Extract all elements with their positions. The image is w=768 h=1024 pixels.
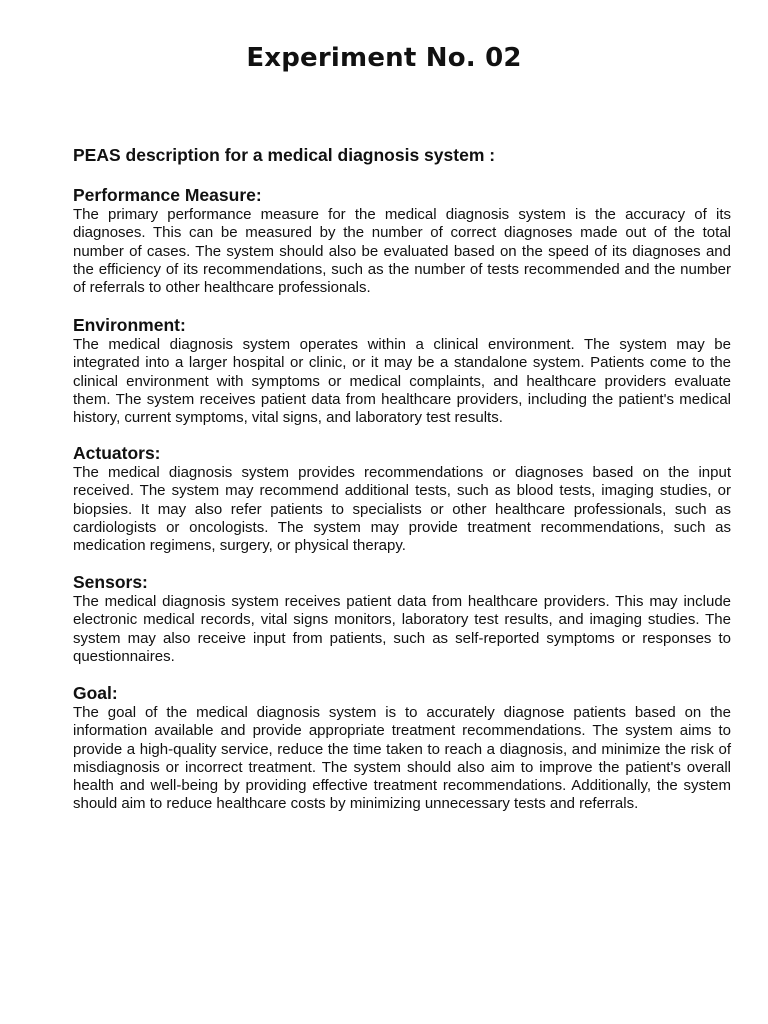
section-heading-performance-measure: Performance Measure:	[73, 185, 262, 205]
section-body-sensors: The medical diagnosis system receives patient data from healthcare providers. This may include electronic medical records, vital signs monitors, laboratory test results, and imaging studies. The system may also receive input from patients, such as self-reported symptoms or responses to questionnaires.	[73, 593, 731, 665]
section-heading-environment: Environment:	[73, 315, 186, 335]
section-heading-actuators: Actuators:	[73, 443, 161, 463]
section-heading-sensors: Sensors:	[73, 572, 148, 592]
section-body-performance-measure: The primary performance measure for the medical diagnosis system is the accuracy of its diagnoses. This can be measured by the number of correct diagnoses made out of the total number of cases. The system should also be evaluated based on the speed of its diagnoses and the efficiency of its recommendations, such as the number of tests recommended and the number of referrals to other healthcare professionals.	[73, 206, 731, 297]
section-body-environment: The medical diagnosis system operates within a clinical environment. The system may be integrated into a larger hospital or clinic, or it may be a standalone system. Patients come to the clinical environment with symptoms or medical complaints, and healthcare providers evaluate them. The system receives patient data from healthcare providers, including the patient's medical history, current symptoms, vital signs, and laboratory test results.	[73, 336, 731, 427]
document-subtitle: PEAS description for a medical diagnosis system :	[73, 145, 496, 165]
section-environment	[73, 314, 731, 427]
section-heading-goal: Goal:	[73, 683, 118, 703]
section-body-actuators: The medical diagnosis system provides recommendations or diagnoses based on the input received. The system may recommend additional tests, such as blood tests, imaging studies, or biopsies. It may also refer patients to specialists or other healthcare professionals, such as cardiologists or oncologists. The system may provide treatment recommendations, such as medication regimens, surgery, or physical therapy.	[73, 464, 731, 555]
section-performance-measure	[73, 184, 731, 297]
section-body-goal: The goal of the medical diagnosis system is to accurately diagnose patients based on the information available and provide appropriate treatment recommendations. The system aims to provide a high-quality service, reduce the time taken to reach a diagnosis, and minimize the risk of misdiagnosis or incorrect treatment. The system should also aim to improve the patient's overall health and well-being by providing effective treatment recommendations. Additionally, the system should aim to reduce healthcare costs by minimizing unnecessary tests and referrals.	[73, 704, 731, 813]
section-sensors	[73, 571, 731, 666]
section-actuators	[73, 442, 731, 555]
section-goal	[73, 682, 731, 814]
document-title: Experiment No. 02	[246, 43, 522, 73]
